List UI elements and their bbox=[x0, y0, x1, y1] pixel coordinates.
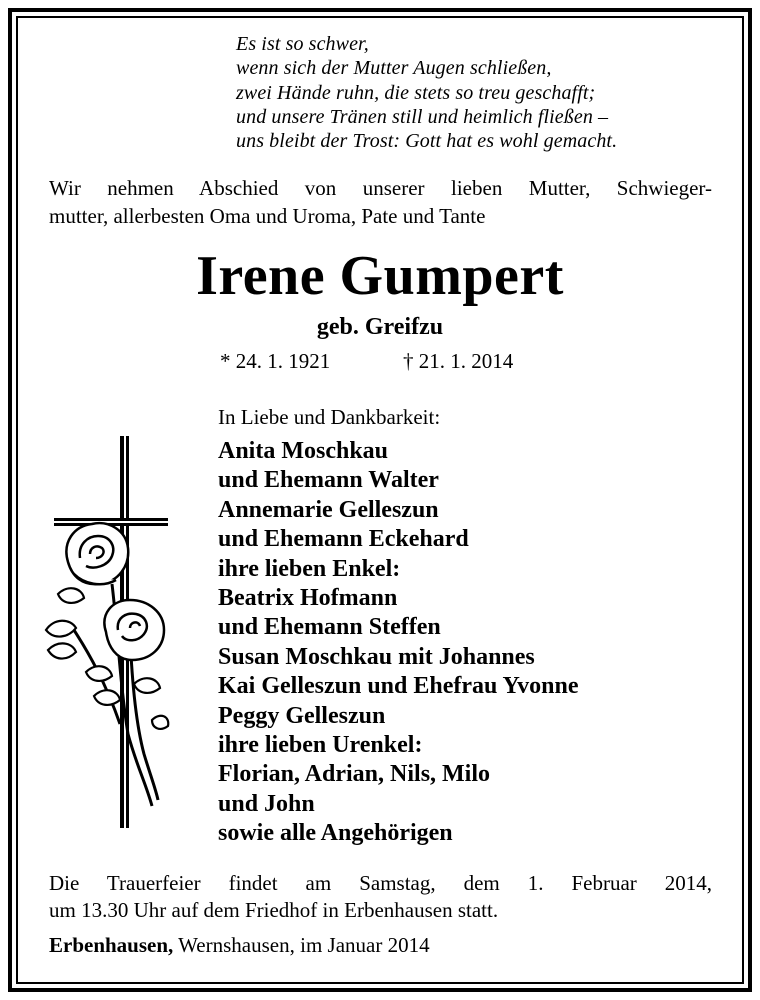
cross-with-roses-icon bbox=[40, 434, 170, 834]
place-and-date bbox=[49, 932, 430, 958]
mourner-line: und John bbox=[218, 790, 315, 817]
poem-line: zwei Hände ruhn, die stets so treu geschafft; bbox=[236, 81, 596, 104]
death-date: † 21. 1. 2014 bbox=[403, 349, 514, 373]
place-town: Erbenhausen, bbox=[49, 933, 174, 957]
ceremony-info bbox=[49, 870, 712, 924]
mourner-line: Peggy Gelleszun bbox=[218, 702, 386, 729]
place-rest: Wernshausen, im Januar 2014 bbox=[173, 933, 430, 957]
poem bbox=[236, 32, 716, 153]
deceased-name: Irene Gumpert bbox=[196, 245, 564, 307]
intro-line: mutter, allerbesten Oma und Uroma, Pate und Tante bbox=[49, 204, 486, 228]
birth-name: geb. Greifzu bbox=[316, 314, 444, 340]
mourner-line: Beatrix Hofmann bbox=[218, 585, 398, 612]
mourner-line: ihre lieben Enkel: bbox=[218, 555, 401, 582]
mourner-line: und Ehemann Eckehard bbox=[218, 526, 469, 553]
mourner-line: sowie alle Angehörigen bbox=[218, 820, 453, 847]
mourner-line: ihre lieben Urenkel: bbox=[218, 732, 423, 759]
mourner-line: Annemarie Gelleszun bbox=[218, 496, 439, 523]
mourner-line: und Ehemann Walter bbox=[218, 467, 439, 494]
mourner-line: und Ehemann Steffen bbox=[218, 614, 441, 641]
poem-line: Es ist so schwer, bbox=[236, 33, 369, 55]
intro-line: Wir nehmen Abschied von unserer lieben Mutter, Schwieger- bbox=[49, 176, 712, 200]
poem-line: wenn sich der Mutter Augen schließen, bbox=[236, 57, 552, 80]
mourners-list bbox=[218, 437, 579, 849]
poem-line: und unsere Tränen still und heimlich fließen – bbox=[236, 105, 609, 128]
poem-line: uns bleibt der Trost: Gott hat es wohl gemacht. bbox=[236, 130, 618, 153]
gratitude-line: In Liebe und Dankbarkeit: bbox=[218, 405, 441, 429]
mourner-line: Florian, Adrian, Nils, Milo bbox=[218, 761, 491, 788]
ceremony-line: Die Trauerfeier findet am Samstag, dem 1. Februar 2014, bbox=[49, 871, 712, 895]
mourner-line: Anita Moschkau bbox=[218, 438, 389, 464]
intro-text bbox=[49, 174, 712, 230]
mourner-line: Kai Gelleszun und Ehefrau Yvonne bbox=[218, 673, 579, 700]
mourner-line: Susan Moschkau mit Johannes bbox=[218, 643, 535, 670]
birth-date: * 24. 1. 1921 bbox=[220, 349, 331, 373]
ceremony-line: um 13.30 Uhr auf dem Friedhof in Erbenhausen statt. bbox=[49, 898, 499, 922]
